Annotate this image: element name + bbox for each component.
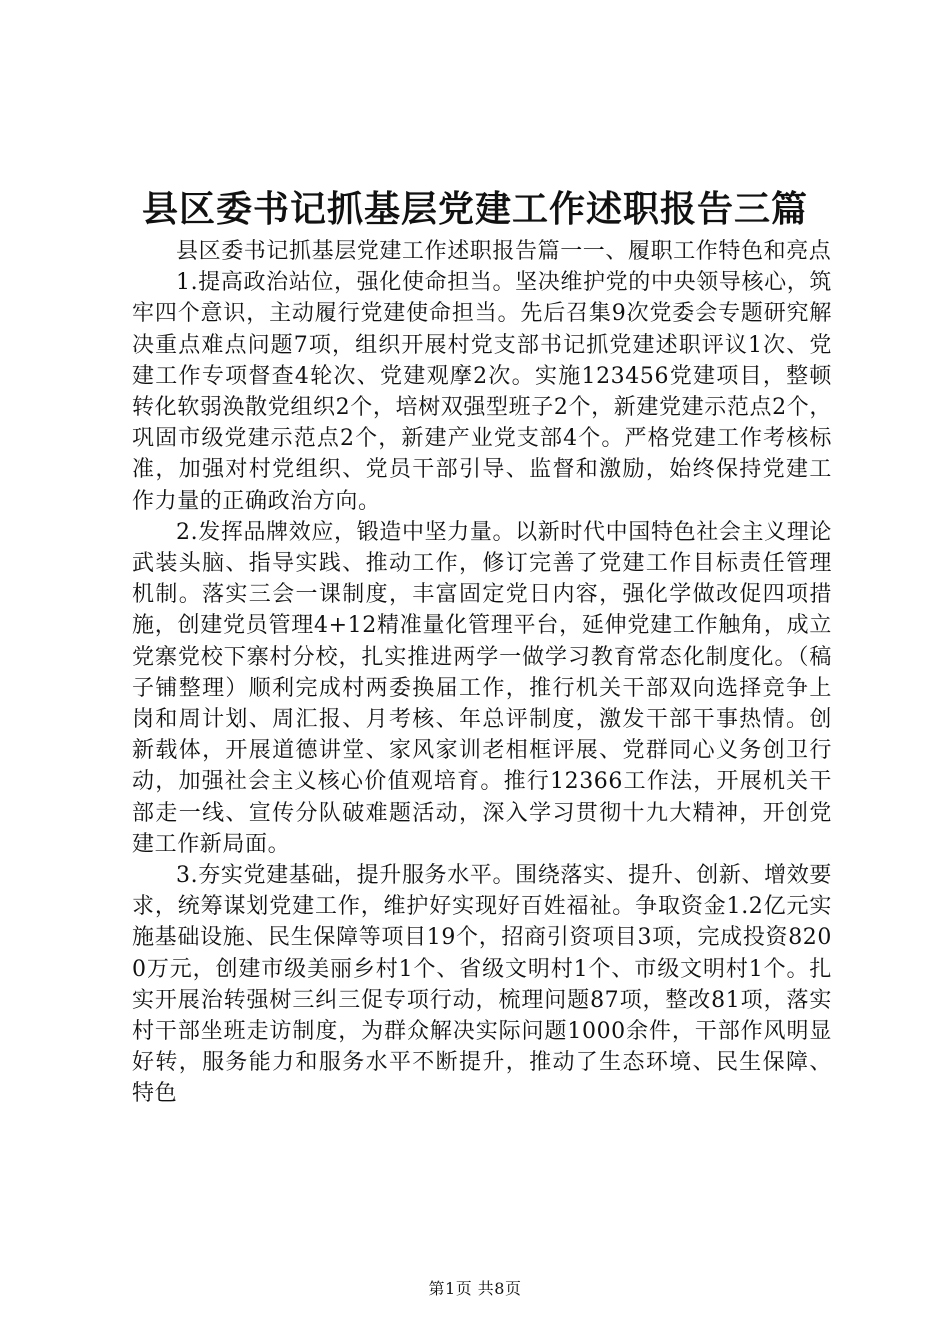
intro-paragraph: 县区委书记抓基层党建工作述职报告篇一一、履职工作特色和亮点 [176, 239, 832, 264]
document-title: 县区委书记抓基层党建工作述职报告三篇 [141, 188, 808, 230]
page-number-footer: 第1页 共8页 [428, 1279, 522, 1298]
section-2-paragraph: 2.发挥品牌效应，锻造中坚力量。以新时代中国特色社会主义理论武装头脑、指导实践、推动工作，修订完善了党建工作目标责任管理机制。落实三会一课制度，丰富固定党日内容，强化学做改促四项措施，创建党员管理4+12精准量化管理平台，延伸党建工作触角，成立党寨党校下寨村分校，扎实推进两学一做学习教育常态化制度化。（稿子铺整理）顺利完成村两委换届工作，推行机关干部双向选择竞争上岗和周计划、周汇报、月考核、年总评制度，激发干部干事热情。创新载体，开展道德讲堂、家风家训老相框评展、党群同心义务创卫行动，加强社会主义核心价值观培育。推行12366工作法，开展机关干部走一线、宣传分队破难题活动，深入学习贯彻十九大精神，开创党建工作新局面。 [132, 519, 832, 857]
section-1-paragraph: 1.提高政治站位，强化使命担当。坚决维护党的中央领导核心，筑牢四个意识，主动履行党建使命担当。先后召集9次党委会专题研究解决重点难点问题7项，组织开展村党支部书记抓党建述职评议1次、党建工作专项督查4轮次、党建观摩2次。实施123456党建项目，整顿转化软弱涣散党组织2个，培树双强型班子2个，新建党建示范点2个，巩固市级党建示范点2个，新建产业党支部4个。严格党建工作考核标准，加强对村党组织、党员干部引导、监督和激励，始终保持党建工作力量的正确政治方向。 [132, 270, 832, 514]
section-3-paragraph: 3.夯实党建基础，提升服务水平。围绕落实、提升、创新、增效要求，统筹谋划党建工作，维护好实现好百姓福祉。争取资金1.2亿元实施基础设施、民生保障等项目19个，招商引资项目3项，完成投资8200万元，创建市级美丽乡村1个、省级文明村1个、市级文明村1个。扎实开展治转强树三纠三促专项行动，梳理问题87项，整改81项，落实村干部坐班走访制度，为群众解决实际问题1000余件，干部作风明显好转，服务能力和服务水平不断提升，推动了生态环境、民生保障、特色 [132, 863, 832, 1107]
document-body [132, 236, 832, 1110]
